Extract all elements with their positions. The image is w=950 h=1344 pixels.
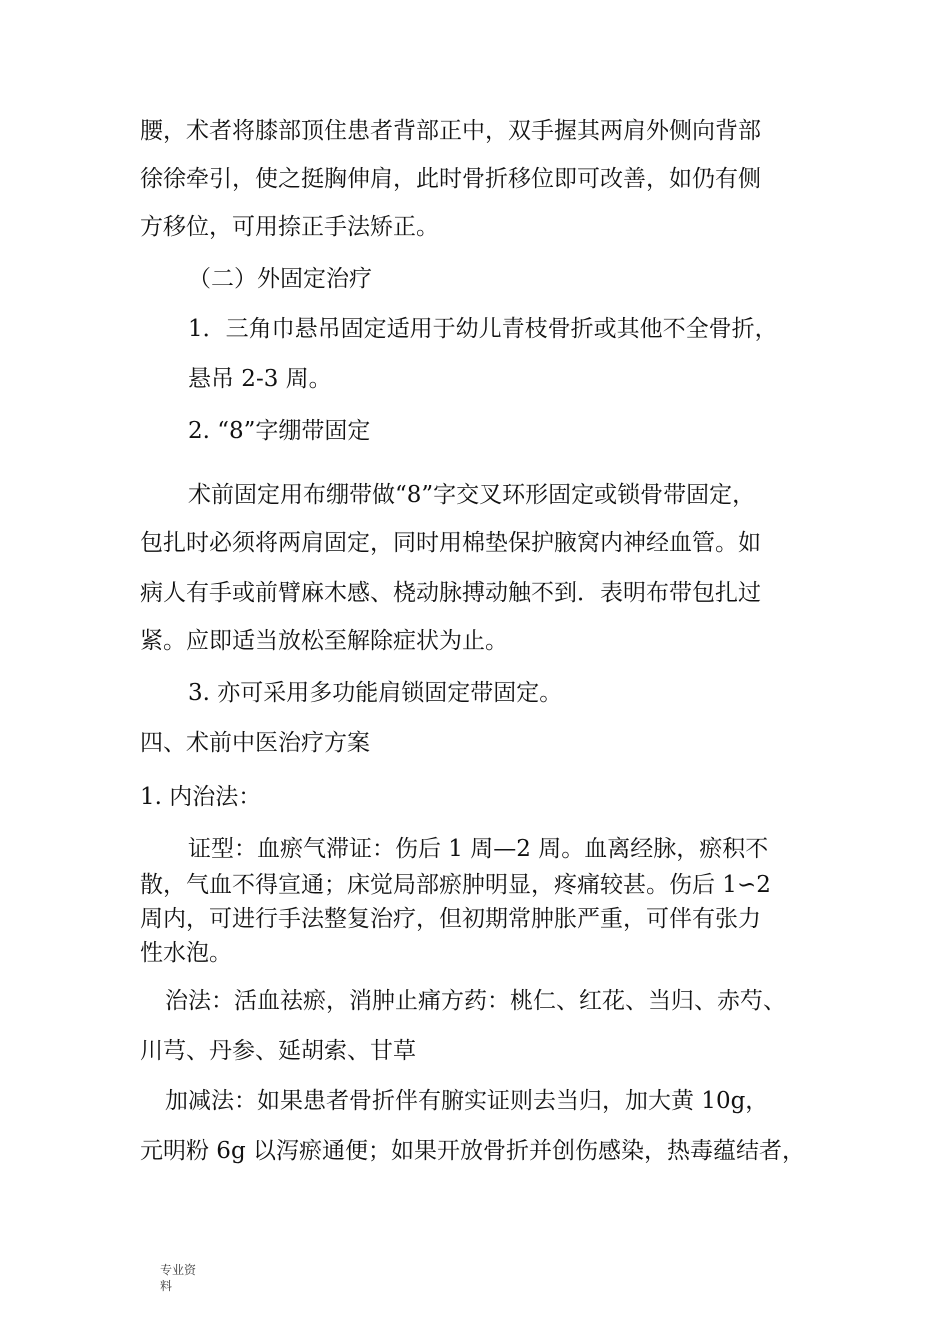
list-item: 2. “8”字绷带固定 bbox=[188, 418, 371, 444]
text-line: 证型：血瘀气滞证：伤后 1 周—2 周。血离经脉，瘀积不 bbox=[188, 836, 769, 862]
text-line: 腰，术者将膝部顶住患者背部正中，双手握其两肩外侧向背部 bbox=[140, 118, 761, 144]
text-line: 川芎、丹参、延胡索、甘草 bbox=[140, 1038, 416, 1064]
text-line: 周内，可进行手法整复治疗，但初期常肿胀严重，可伴有张力 bbox=[140, 906, 761, 932]
text-line: 方移位，可用捺正手法矫正。 bbox=[140, 214, 439, 240]
text-line: 治法：活血祛瘀，消肿止痛方药：桃仁、红花、当归、赤芍、 bbox=[165, 988, 786, 1014]
list-item: 1. 内治法： bbox=[140, 784, 262, 810]
text-line: 元明粉 6g 以泻瘀通便；如果开放骨折并创伤感染，热毒蕴结者， bbox=[140, 1138, 805, 1164]
list-item: 3. 亦可采用多功能肩锁固定带固定。 bbox=[188, 680, 563, 706]
section-heading: 四、术前中医治疗方案 bbox=[140, 730, 370, 756]
list-item: 1．三角巾悬吊固定适用于幼儿青枝骨折或其他不全骨折， bbox=[188, 316, 778, 342]
text-line: 紧。应即适当放松至解除症状为止。 bbox=[140, 628, 508, 654]
section-heading: （二）外固定治疗 bbox=[188, 266, 372, 292]
text-line: 术前固定用布绷带做“8”字交叉环形固定或锁骨带固定， bbox=[188, 482, 756, 508]
text-line: 加减法：如果患者骨折伴有腑实证则去当归，加大黄 10g， bbox=[165, 1088, 769, 1114]
footer-label: 专业资 bbox=[160, 1263, 197, 1277]
text-line: 散，气血不得宣通；床觉局部瘀肿明显，疼痛较甚。伤后 1∽2 bbox=[140, 872, 771, 898]
text-line: 徐徐牵引，使之挺胸伸肩，此时骨折移位即可改善，如仍有侧 bbox=[140, 166, 761, 192]
page-footer bbox=[160, 1262, 196, 1294]
text-line: 悬吊 2-3 周。 bbox=[188, 366, 332, 392]
text-line: 性水泡。 bbox=[140, 940, 232, 966]
text-line: 包扎时必须将两肩固定，同时用棉垫保护腋窝内神经血管。如 bbox=[140, 530, 761, 556]
footer-label: 料 bbox=[160, 1279, 173, 1293]
text-line: 病人有手或前臂麻木感、桡动脉搏动触不到．表明布带包扎过 bbox=[140, 580, 761, 606]
